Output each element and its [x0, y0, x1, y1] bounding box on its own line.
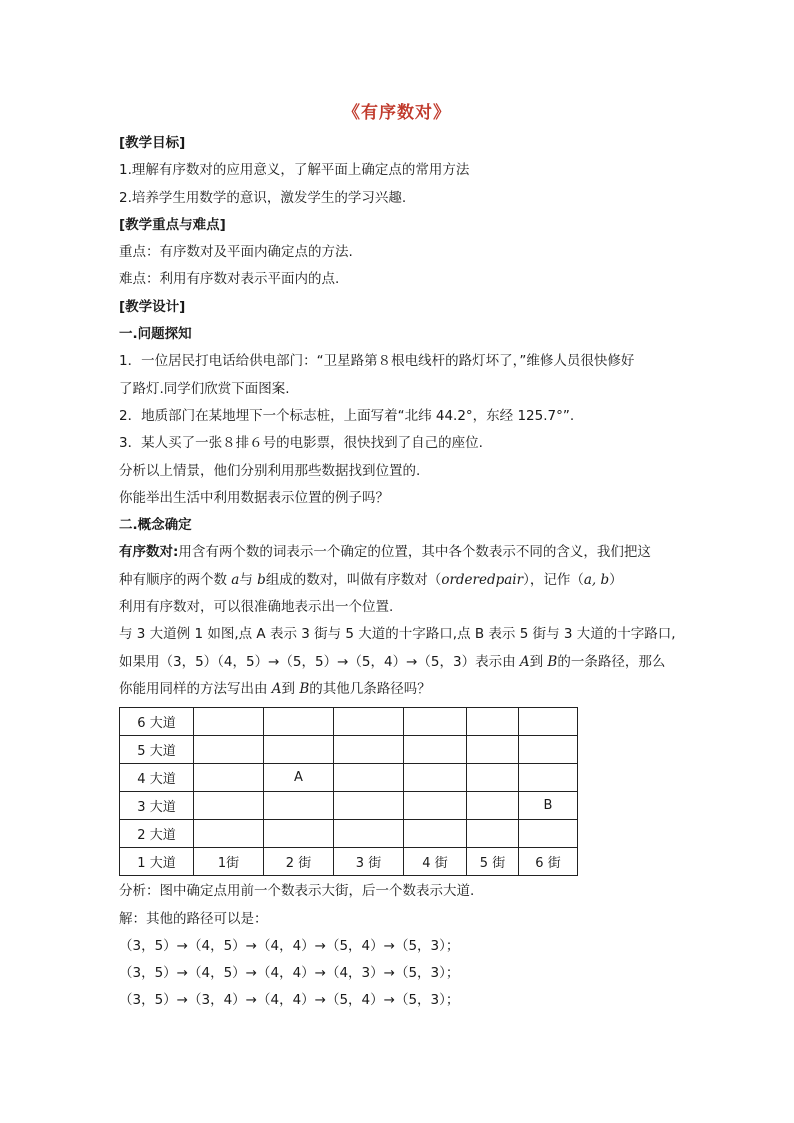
example-text: 的其他几条路径吗？ — [309, 680, 431, 697]
definition-term: 有序数对: — [119, 544, 179, 561]
table-cell: 5 大道 — [120, 736, 194, 764]
table-row — [120, 848, 578, 876]
table-cell — [194, 708, 264, 736]
page-title: 《有序数对》 — [343, 103, 451, 123]
table-cell — [519, 764, 578, 792]
definition-line-2 — [119, 567, 689, 594]
definition-line-1 — [119, 539, 689, 566]
table-cell — [467, 708, 519, 736]
table-cell — [404, 736, 467, 764]
goal-2: 2.培养学生用数学的意识，激发学生的学习兴趣. — [119, 189, 407, 206]
example-line-1: 与 3 大道例 1 如图,点 A 表示 3 街与 5 大道的十字路口,点 B 表示 5 街与 3 大道的十字路口, — [119, 626, 676, 643]
ordered-pair-term: orderedpair — [441, 571, 524, 588]
definition-text: ） — [609, 571, 623, 588]
example-line-2 — [119, 649, 689, 676]
question-2: 2．地质部门在某地埋下一个标志桩，上面写着“北纬 44.2°，东经 125.7°”. — [119, 407, 575, 424]
difficulty-text: 难点：利用有序数对表示平面内的点. — [119, 271, 340, 288]
analysis-1: 分析以上情景，他们分别利用那些数据找到位置的. — [119, 462, 421, 479]
example-line-3 — [119, 676, 689, 703]
table-cell: 6 大道 — [120, 708, 194, 736]
path-2: （3，5）→（4，5）→（4，4）→（4，3）→（5，3）； — [119, 965, 460, 982]
table-row — [120, 708, 578, 736]
definition-text: 种有顺序的两个数 — [119, 571, 232, 588]
table-cell — [404, 764, 467, 792]
table-cell: 4 大道 — [120, 764, 194, 792]
variable-a: a — [231, 571, 240, 588]
document-body — [119, 130, 689, 1015]
keypoints-heading: [教学重点与难点] — [119, 216, 226, 233]
part2-heading: 二.概念确定 — [119, 517, 192, 534]
table-cell — [264, 820, 334, 848]
example-text: 到 — [529, 653, 548, 670]
definition-text: ），记作（ — [523, 571, 584, 588]
question-3: 3．某人买了一张８排６号的电影票，很快找到了自己的座位. — [119, 435, 483, 452]
table-cell — [467, 820, 519, 848]
path-1: （3，5）→（4，5）→（4，4）→（5，4）→（5，3）； — [119, 937, 460, 954]
point-a-label: A — [519, 653, 530, 670]
table-cell — [264, 792, 334, 820]
solution-intro: 解：其他的路径可以是： — [119, 910, 268, 927]
table-cell: 1 大道 — [120, 848, 194, 876]
table-cell — [194, 764, 264, 792]
point-a-label: A — [271, 680, 282, 697]
discussion-question: 你能举出生活中利用数据表示位置的例子吗？ — [119, 489, 389, 506]
example-text: 如果用（3，5）（4，5）→（5，5）→（5，4）→（5，3）表示由 — [119, 653, 520, 670]
table-cell — [467, 792, 519, 820]
question-1-line-1: 1．一位居民打电话给供电部门：“卫星路第８根电线杆的路灯坏了，”维修人员很快修好 — [119, 353, 635, 370]
table-cell: 2 大道 — [120, 820, 194, 848]
table-cell: 2 街 — [264, 848, 334, 876]
analysis-2: 分析：图中确定点用前一个数表示大街，后一个数表示大道. — [119, 883, 475, 900]
table-cell — [519, 820, 578, 848]
street-grid-table — [119, 707, 578, 876]
design-heading: [教学设计] — [119, 298, 186, 315]
table-cell — [334, 792, 404, 820]
point-b-label: B — [547, 653, 558, 670]
table-cell — [194, 792, 264, 820]
table-row — [120, 820, 578, 848]
example-text: 到 — [281, 680, 300, 697]
notation: a, b — [583, 571, 610, 588]
variable-b: b — [257, 571, 266, 588]
point-b-label: B — [299, 680, 310, 697]
table-row — [120, 792, 578, 820]
table-cell — [334, 820, 404, 848]
table-cell — [194, 736, 264, 764]
table-cell: 3 大道 — [120, 792, 194, 820]
table-cell: 4 街 — [404, 848, 467, 876]
part1-heading: 一.问题探知 — [119, 326, 192, 343]
goal-1: 1.理解有序数对的应用意义，了解平面上确定点的常用方法 — [119, 162, 470, 179]
table-cell — [334, 764, 404, 792]
table-cell — [334, 736, 404, 764]
table-cell — [264, 736, 334, 764]
table-cell: 1街 — [194, 848, 264, 876]
grid-point-b: B — [519, 792, 578, 820]
table-cell: 3 街 — [334, 848, 404, 876]
definition-text: 用含有两个数的词表示一个确定的位置，其中各个数表示不同的含义，我们把这 — [178, 544, 651, 561]
table-row — [120, 736, 578, 764]
table-cell — [404, 820, 467, 848]
table-cell — [194, 820, 264, 848]
grid-point-a: A — [264, 764, 334, 792]
table-cell — [519, 708, 578, 736]
table-cell: 6 街 — [519, 848, 578, 876]
table-cell — [334, 708, 404, 736]
table-cell — [467, 764, 519, 792]
table-row — [120, 764, 578, 792]
definition-text: 组成的数对，叫做有序数对（ — [265, 571, 442, 588]
example-text: 你能用同样的方法写出由 — [119, 680, 272, 697]
definition-text: 与 — [239, 571, 258, 588]
goals-heading: [教学目标] — [119, 135, 186, 151]
question-1-line-2: 了路灯.同学们欣赏下面图案. — [119, 380, 290, 397]
definition-line-3: 利用有序数对，可以很准确地表示出一个位置. — [119, 599, 394, 616]
table-cell — [264, 708, 334, 736]
table-cell: 5 街 — [467, 848, 519, 876]
table-cell — [519, 736, 578, 764]
path-3: （3，5）→（3，4）→（4，4）→（5，4）→（5，3）； — [119, 992, 460, 1009]
table-cell — [404, 708, 467, 736]
table-cell — [467, 736, 519, 764]
table-cell — [404, 792, 467, 820]
keypoint-text: 重点：有序数对及平面内确定点的方法. — [119, 244, 353, 261]
example-text: 的一条路径，那么 — [557, 653, 666, 670]
